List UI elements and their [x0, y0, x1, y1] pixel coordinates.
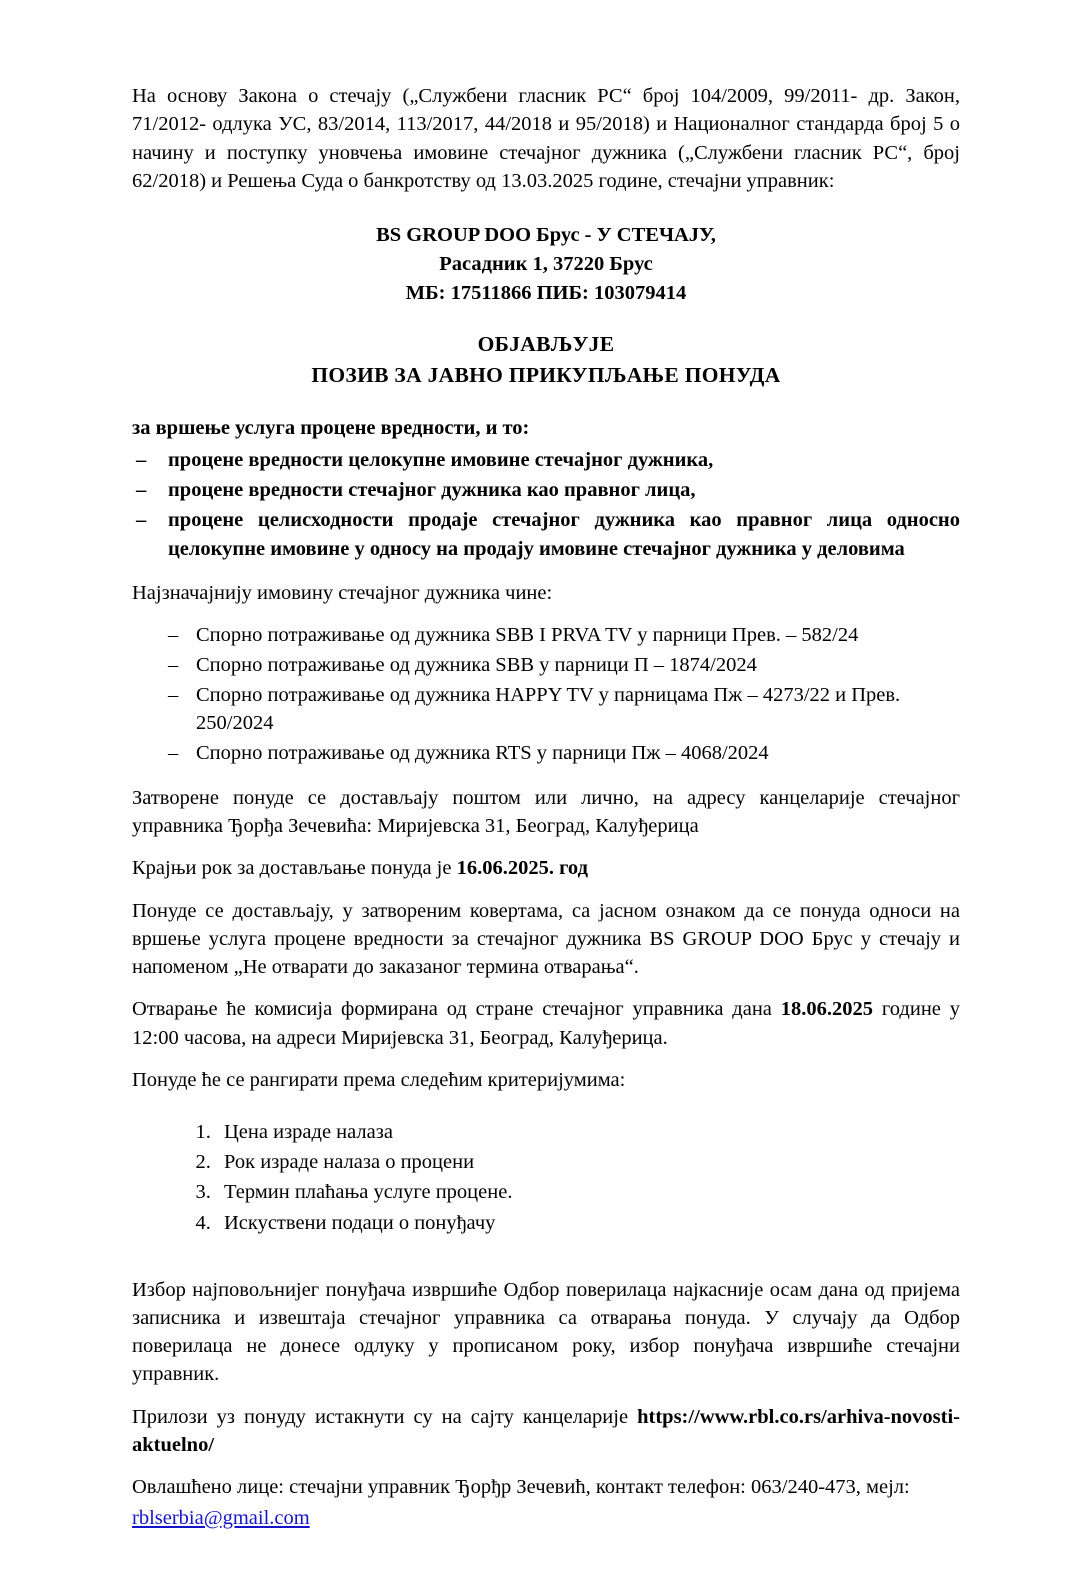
- delivery-paragraph: Затворене понуде се достављају поштом или лично, на адресу канцеларије стечајног управника Ђорђа Зечевића: Миријевска 31, Београд, Калуђерица: [132, 786, 960, 837]
- services-list: [132, 446, 960, 563]
- list-item: [132, 506, 960, 563]
- list-item: 2. Рок израде налаза о процени: [216, 1148, 960, 1177]
- list-item: 1. Цена израде налаза: [216, 1118, 960, 1147]
- service-text: процене вредности целокупне имовине стечајног дужника,: [168, 448, 714, 471]
- contact-text: Овлашћено лице: стечајни управник Ђорђр Зечевић, контакт телефон: 063/240-473, мејл:: [132, 1476, 910, 1499]
- list-item: [132, 739, 960, 768]
- dash-icon: –: [168, 653, 179, 676]
- dash-icon: –: [136, 448, 147, 471]
- assets-lead: Најзначајнију имовину стечајног дужника чине:: [132, 581, 553, 604]
- dash-icon: –: [136, 509, 147, 532]
- opening-prefix: Отварање ће комисија формирана од стране стечајног управника дана: [132, 998, 781, 1021]
- dash-icon: –: [168, 624, 179, 647]
- intro-paragraph: На основу Закона о стечају („Службени гласник РС“ број 104/2009, 99/2011- др. Закон, 71/2012- одлука УС, 83/2014, 113/2017, 44/2018 и 95/2018) и Националног стандарда број 5 о начину и поступку уновчења имовине стечајног дужника („Службени гласник РС“, број 62/2018) и Решења Суда о банкротству од 13.03.2025 године, стечајни управник:: [132, 85, 960, 192]
- contact-email-paragraph: [132, 1504, 960, 1532]
- services-lead: за вршење услуга процене вредности, и то:: [132, 416, 530, 439]
- criteria-lead: Понуде ће се рангирати према следећим критеријумима:: [132, 1068, 626, 1091]
- opening-paragraph: [132, 995, 960, 1052]
- spacer: [132, 1108, 960, 1118]
- announcement-block: [132, 329, 960, 391]
- service-text: процене целисходности продаје стечајног дужника као правног лица односно целокупне имовине у односу на продају имовине стечајног дужника у деловима: [168, 509, 960, 560]
- envelope-paragraph: Понуде се достављају, у затвореним ковертама, са јасном ознаком да се понуда односи на вршење услуга процене вредности за стечајног дужника BS GROUP DOO Брус у стечају и напоменом „Не отварати до заказаног термина отварања“.: [132, 899, 960, 979]
- attachments-paragraph: [132, 1403, 960, 1460]
- asset-text: Спорно потраживање од дужника SBB I PRVA TV у парници Прев. – 582/24: [196, 624, 859, 647]
- list-item: [132, 476, 960, 504]
- attachments-prefix: Прилози уз понуду истакнути су на сајту канцеларије: [132, 1405, 638, 1428]
- assets-list: [132, 621, 960, 767]
- announce-title: ПОЗИВ ЗА ЈАВНО ПРИКУПЉАЊЕ ПОНУДА: [311, 363, 781, 388]
- announce-word: ОБЈАВЉУЈЕ: [477, 332, 615, 357]
- asset-text: Спорно потраживање од дужника HAPPY TV у парницама Пж – 4273/22 и Прев. 250/2024: [196, 683, 901, 735]
- asset-text: Спорно потраживање од дужника SBB у парници П – 1874/2024: [196, 653, 757, 676]
- opening-date: 18.06.2025: [780, 998, 874, 1021]
- service-text: процене вредности стечајног дужника као правног лица,: [168, 479, 696, 502]
- dash-icon: –: [168, 741, 179, 764]
- company-ids: МБ: 17511866 ПИБ: 103079414: [405, 281, 687, 304]
- contact-paragraph: [132, 1473, 960, 1501]
- list-item: 4. Искуствени подаци о понуђачу: [216, 1209, 960, 1238]
- selection-paragraph: Избор најповољнијег понуђача извршиће Одбор поверилаца најкасније осам дана од пријема записника и извештаја стечајног управника са отварања понуда. У случају да Одбор поверилаца не донесе одлуку у прописаном року, избор понуђача извршиће стечајни управник.: [132, 1278, 960, 1386]
- list-item: [132, 621, 960, 650]
- company-address: Расадник 1, 37220 Брус: [439, 252, 653, 275]
- deadline-prefix: Крајњи рок за достављање понуда је: [132, 857, 457, 880]
- list-item: [132, 446, 960, 474]
- list-item: [132, 651, 960, 680]
- email-link[interactable]: rblserbia@gmail.com: [132, 1506, 310, 1529]
- spacer: [132, 1256, 960, 1276]
- attachments-url: https://www.rbl.co.rs/arhiva-novosti-aktuelno/: [132, 1405, 960, 1457]
- list-item: 3. Термин плаћања услуге процене.: [216, 1178, 960, 1207]
- asset-text: Спорно потраживање од дужника RTS у парници Пж – 4068/2024: [196, 741, 769, 764]
- deadline-paragraph: [132, 854, 960, 882]
- list-item: [132, 681, 960, 738]
- dash-icon: –: [168, 683, 179, 706]
- dash-icon: –: [136, 479, 147, 502]
- company-block: [132, 221, 960, 307]
- deadline-date: 16.06.2025. год: [456, 857, 588, 880]
- opening-suffix: године у 12:00 часова, на адреси Миријевска 31, Београд, Калуђерица.: [132, 998, 961, 1049]
- company-name: BS GROUP DOO Брус - У СТЕЧАЈУ,: [376, 224, 716, 247]
- criteria-list: [132, 1118, 960, 1237]
